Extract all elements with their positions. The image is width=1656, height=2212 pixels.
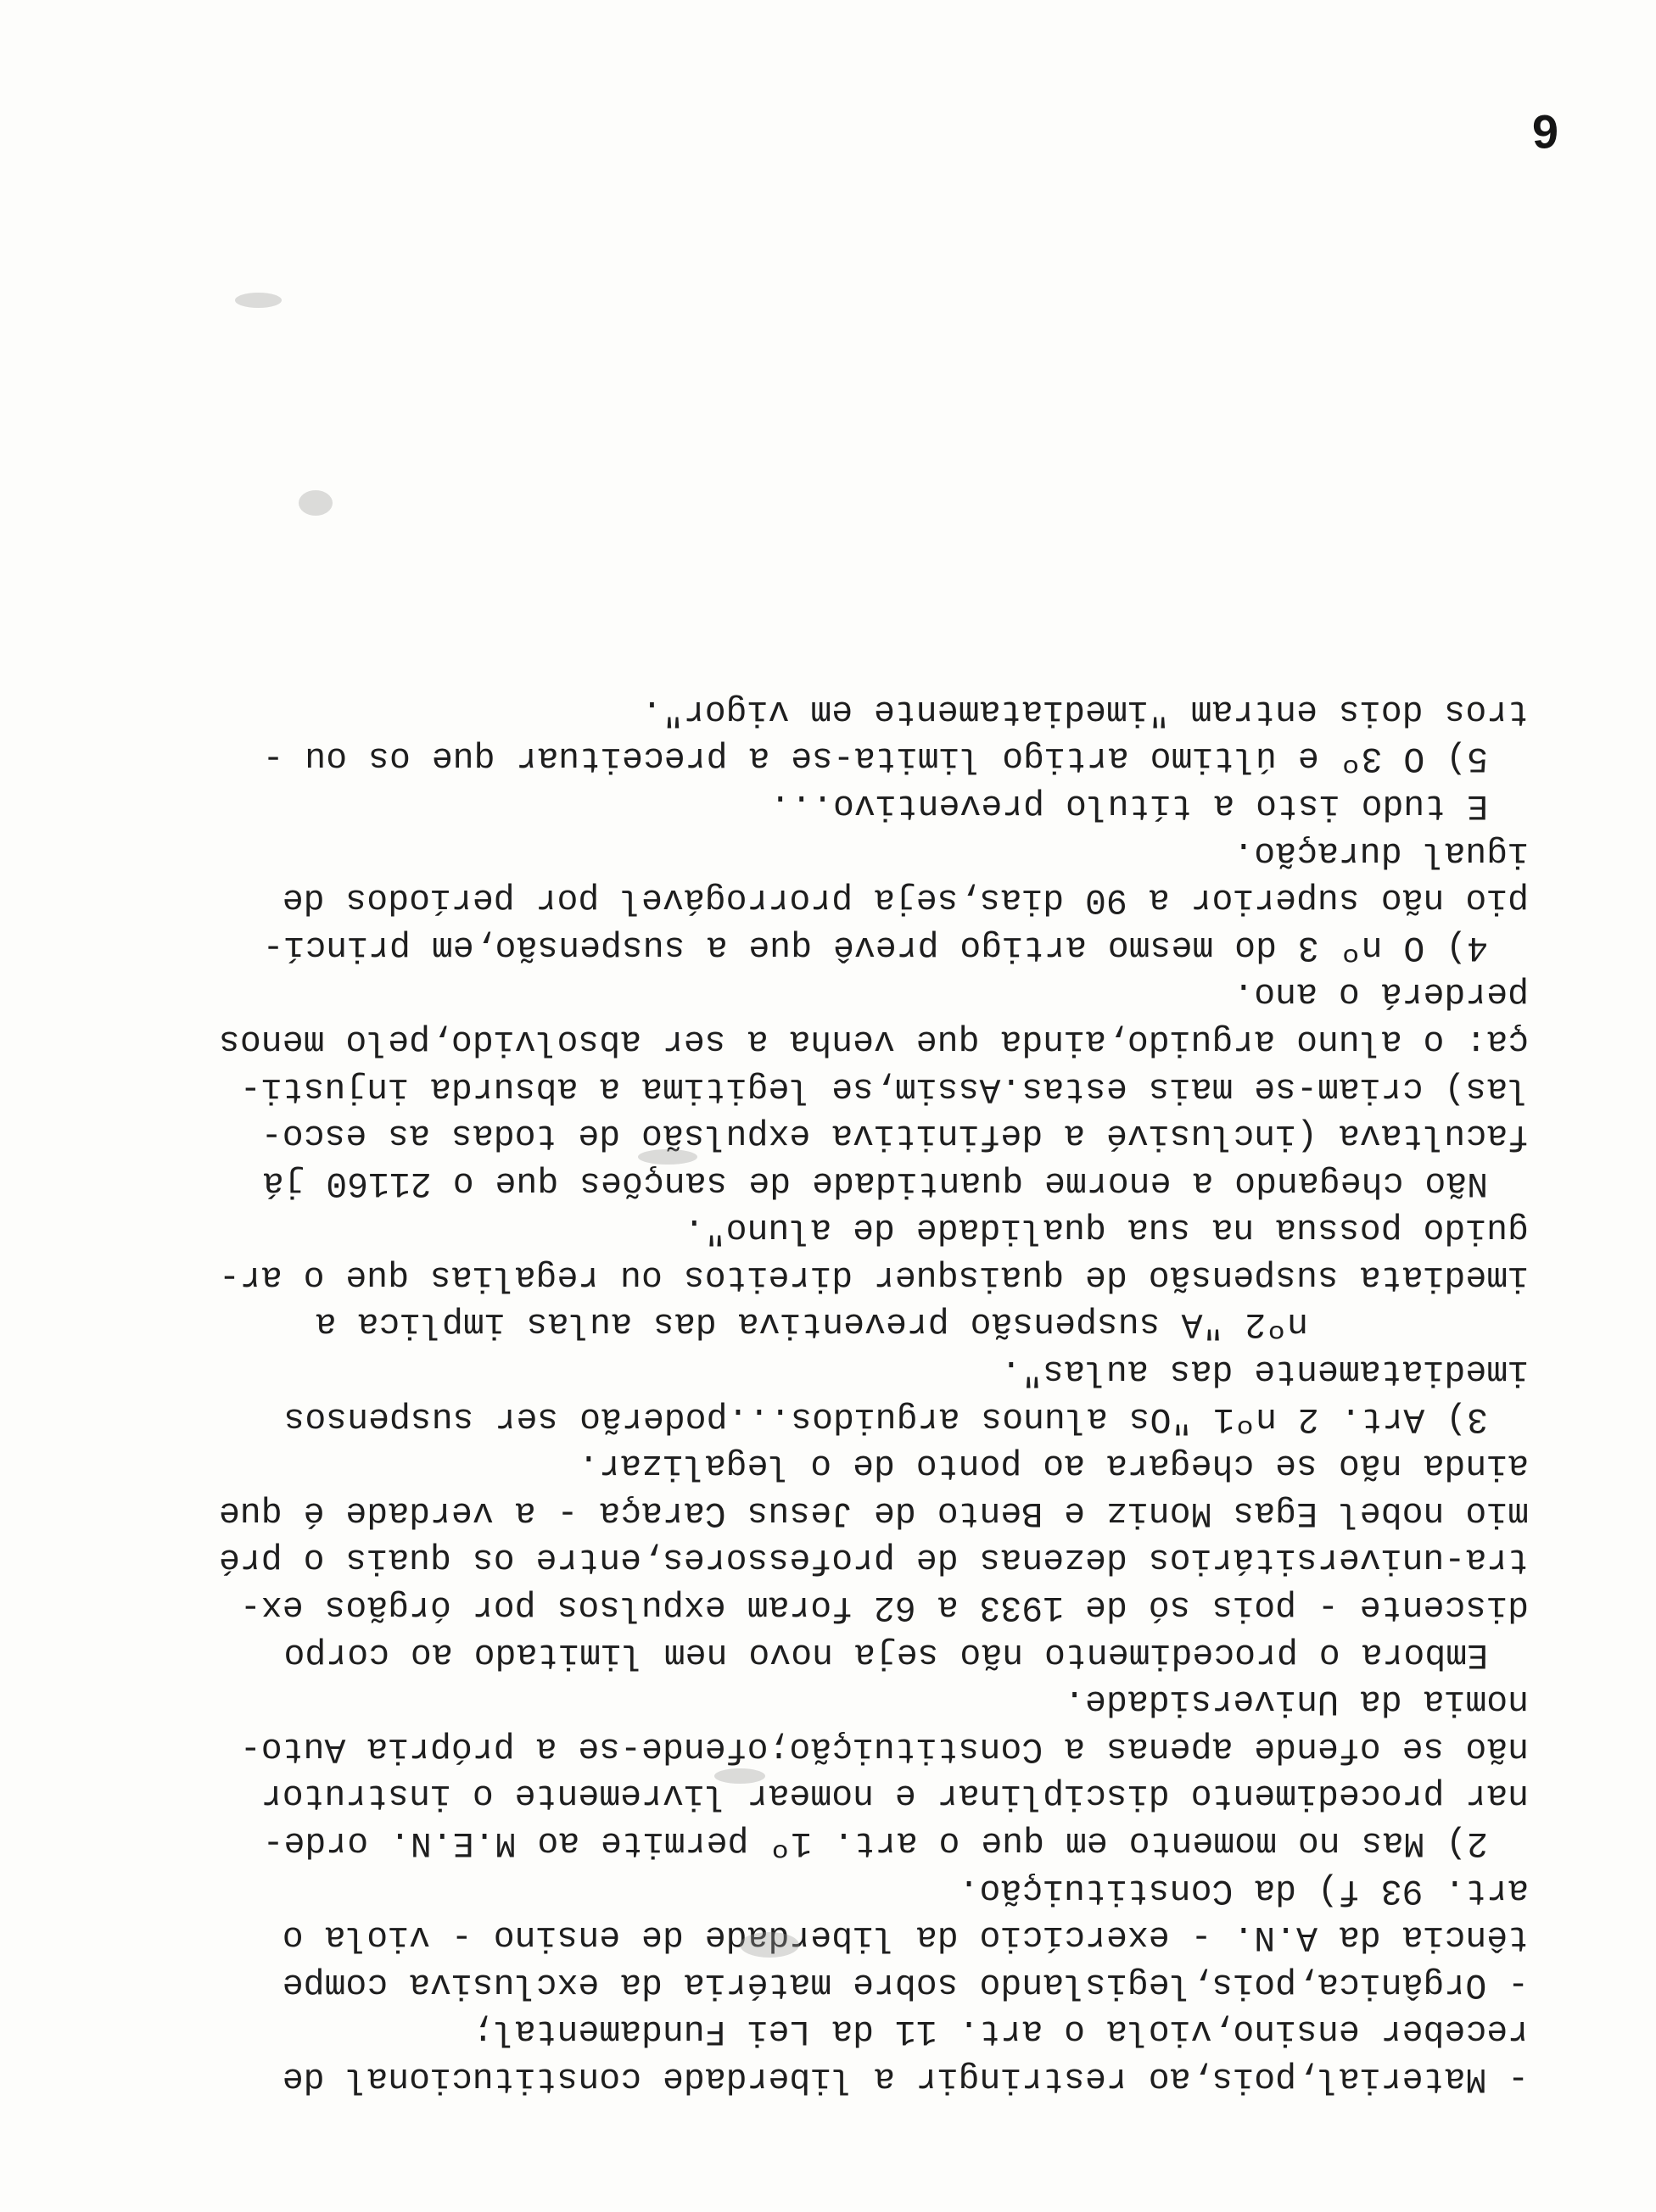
text-line: não se ofende apenas a Constituição;ofende-se a própria Auto- — [239, 1728, 1529, 1768]
text-line: 4) O nº 3 do mesmo artigo prevê que a suspensão,em princí- — [262, 926, 1488, 967]
text-line: ainda não se chegara ao ponto de o legalizar. — [578, 1445, 1529, 1486]
text-line: Não chegando a enorme quantidade de sanções que o 21160 já — [262, 1162, 1488, 1203]
text-line: nº2 "A suspensão preventiva das aulas implica a — [315, 1304, 1308, 1344]
text-line: 5) O 3º e último artigo limita-se a preceituar que os ou - — [262, 738, 1488, 779]
text-line: 2) Mas no momento em que o art. 1º permite ao M.E.N. orde- — [262, 1823, 1488, 1863]
text-line: imediatamente das aulas". — [1000, 1351, 1529, 1392]
text-line: receber ensino,viola o art. 11 da Lei Fundamental; — [472, 2011, 1529, 2052]
text-line: facultava (inclusivé a definitiva expulsão de todas as esco- — [260, 1115, 1529, 1156]
text-line: art. 93 f) da Constituição. — [958, 1869, 1529, 1910]
ink-smudge — [638, 1149, 697, 1165]
text-line: las) criam-se mais estas.Assim,se legitima a absurda injusti- — [239, 1068, 1529, 1109]
text-line: 3) Art. 2 nº1 "Os alunos arguidos...poderão ser suspensos — [283, 1398, 1488, 1438]
text-line: discente - pois só de 1933 a 62 foram expulsos por órgãos ex- — [239, 1587, 1529, 1628]
page-number: 6 — [1531, 105, 1558, 159]
text-line: nar procedimento disciplinar e nomear livremente o instrutor — [260, 1775, 1529, 1816]
ink-smudge — [714, 1768, 765, 1784]
text-line: Embora o procedimento não seja novo nem limitado ao corpo — [283, 1634, 1488, 1674]
text-line: igual duração. — [1233, 832, 1529, 873]
text-line: imediata suspensão de quaisquer direitos ou regalias que o ar- — [218, 1256, 1529, 1297]
text-line: mio nobel Egas Moniz e Bento de Jesus Caraça - a verdade é que — [218, 1492, 1529, 1533]
ink-smudge — [299, 490, 333, 516]
typewritten-text — [87, 687, 1529, 2102]
ink-smudge — [235, 293, 282, 308]
text-line: tros dois entram "imediatamente em vigor". — [641, 690, 1529, 731]
text-line: - Orgânica,pois,legislando sobre matéria da exclusiva compe — [282, 1963, 1529, 2004]
text-line: pio não superior a 90 dias,seja prorrogável por períodos de — [282, 880, 1529, 920]
text-line: - Material,pois,ao restringir a liberdade constitucional de — [282, 2058, 1529, 2098]
text-line: guido possua na sua qualidade de aluno". — [683, 1209, 1529, 1250]
text-line: ça: o aluno arguido,ainda que venha a ser absolvido,pelo menos — [218, 1020, 1529, 1061]
text-line: E tudo isto a título preventivo... — [769, 785, 1488, 825]
text-line: perderá o ano. — [1233, 974, 1529, 1014]
text-line: nomia da Universidade. — [1064, 1681, 1529, 1722]
text-line: tra-universitários dezenas de professores,entre os quais o pré — [218, 1539, 1529, 1580]
ink-smudge — [740, 1932, 799, 1958]
text-line: tência da A.N. - exercício da liberdade de ensino - viola o — [282, 1917, 1529, 1958]
